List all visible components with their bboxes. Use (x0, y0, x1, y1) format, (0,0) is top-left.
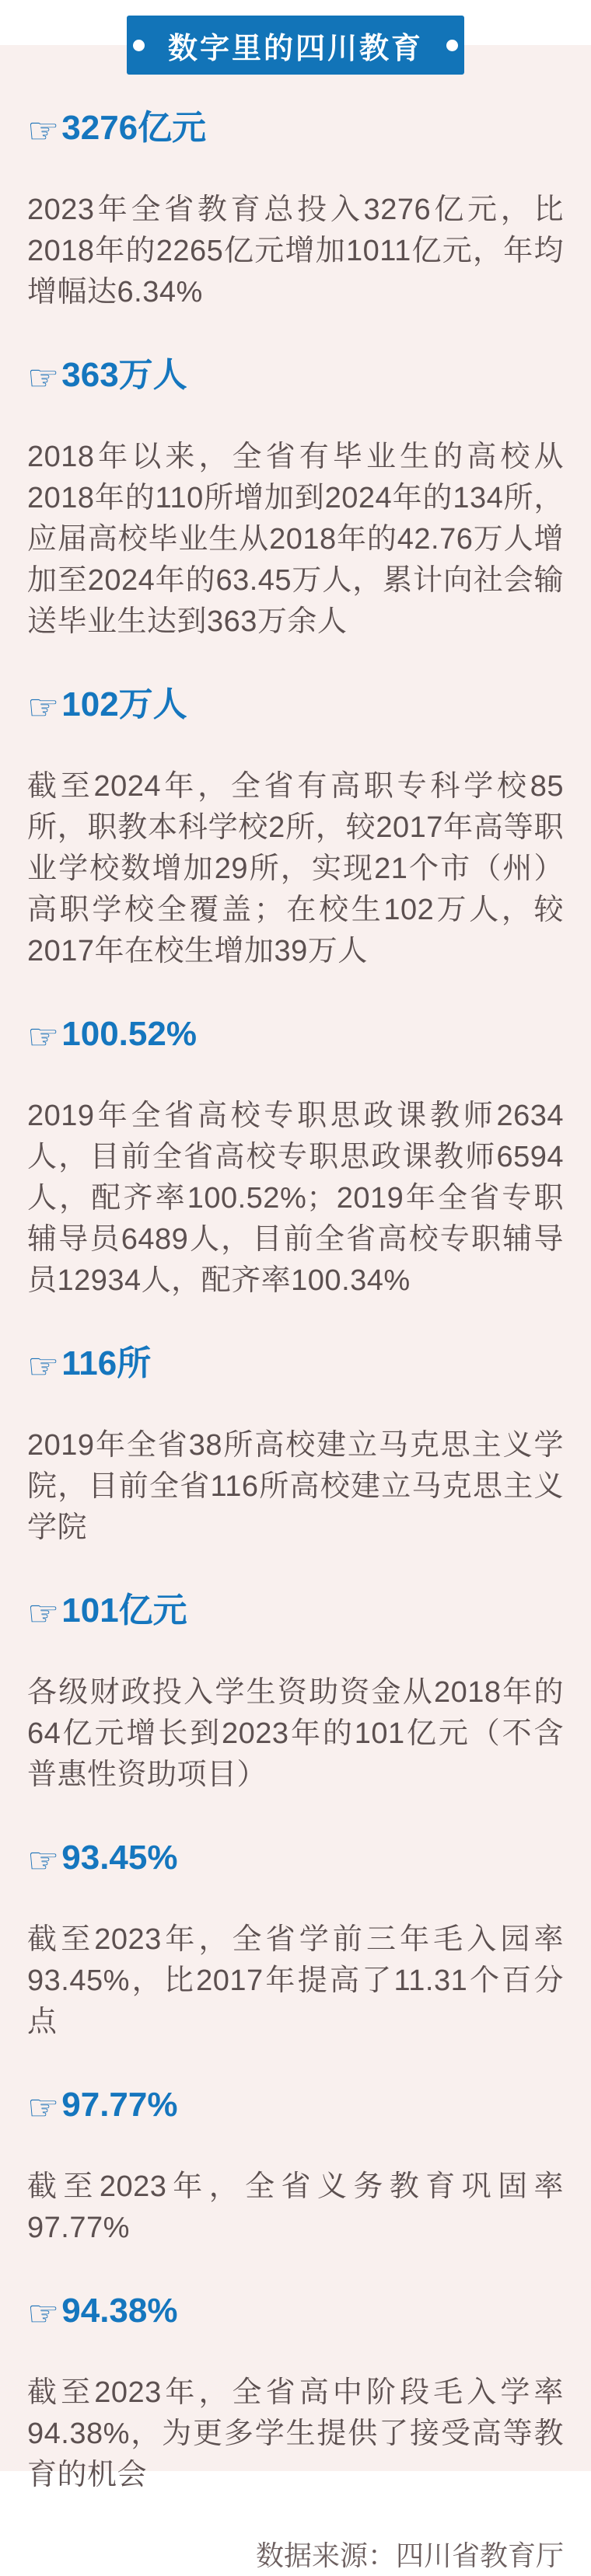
pointing-hand-icon: ☞ (27, 1840, 60, 1881)
stat-headline (27, 356, 564, 398)
stat-headline (27, 1015, 564, 1057)
stat-section-graduates (27, 356, 564, 643)
stat-headline (27, 2086, 564, 2128)
pointing-hand-icon: ☞ (27, 1016, 60, 1057)
stat-section-teacher-ratio (27, 1015, 564, 1302)
stat-section-compulsory-rate (27, 2086, 564, 2249)
pointing-hand-icon: ☞ (27, 357, 60, 398)
bullet-dot-icon (133, 40, 145, 51)
stat-value: 102万人 (61, 685, 187, 723)
stat-description: 2019年全省38所高校建立马克思主义学院，目前全省116所高校建立马克思主义学院 (27, 1429, 564, 1544)
stat-section-total-investment (27, 109, 564, 313)
data-source-credit: 数据来源：四川省教育厅 (255, 2539, 564, 2571)
pointing-hand-icon: ☞ (27, 110, 60, 151)
stat-headline (27, 1839, 564, 1881)
bullet-dot-icon (446, 40, 458, 51)
pointing-hand-icon: ☞ (27, 2087, 60, 2128)
stat-section-student-aid (27, 1591, 564, 1796)
stat-description: 2019年全省高校专职思政课教师2634人，目前全省高校专职思政课教师6594人，配齐率100.52%；2019年全省专职辅导员6489人，目前全省高校专职辅导员12934人，配齐率100.34% (27, 1100, 564, 1297)
stat-headline (27, 109, 564, 151)
pointing-hand-icon: ☞ (27, 1346, 60, 1386)
title-badge (127, 16, 464, 75)
page-title: 数字里的四川教育 (167, 32, 423, 65)
stat-description: 2023年全省教育总投入3276亿元，比2018年的2265亿元增加1011亿元，年均增幅达6.34% (27, 193, 564, 308)
stat-description: 截至2023年，全省学前三年毛入园率93.45%，比2017年提高了11.31个百分点 (27, 1923, 564, 2038)
stat-headline (27, 1591, 564, 1633)
stat-value: 101亿元 (61, 1591, 187, 1630)
stat-headline (27, 1344, 564, 1386)
stat-value: 363万人 (61, 356, 187, 394)
stat-value: 3276亿元 (61, 109, 207, 147)
stat-headline (27, 2292, 564, 2334)
stat-description: 截至2023年，全省高中阶段毛入学率94.38%，为更多学生提供了接受高等教育的机会 (27, 2376, 564, 2491)
stat-section-preschool-rate (27, 1839, 564, 2043)
stat-headline (27, 685, 564, 727)
stat-description: 2018年以来，全省有毕业生的高校从2018年的110所增加到2024年的134所，应届高校毕业生从2018年的42.76万人增加至2024年的63.45万人，累计向社会输送毕业生达到363万余人 (27, 441, 564, 638)
stat-description: 各级财政投入学生资助资金从2018年的64亿元增长到2023年的101亿元（不含普惠性资助项目） (27, 1676, 564, 1791)
stat-value: 93.45% (61, 1839, 178, 1877)
stat-value: 116所 (61, 1344, 152, 1382)
stat-description: 截至2024年，全省有高职专科学校85所，职教本科学校2所，较2017年高等职业学校数增加29所，实现21个市（州）高职学校全覆盖；在校生102万人，较2017年在校生增加39万人 (27, 770, 564, 967)
stat-section-highschool-rate (27, 2292, 564, 2496)
stat-value: 94.38% (61, 2292, 178, 2330)
stat-description: 截至2023年，全省义务教育巩固率97.77% (27, 2170, 564, 2244)
stat-value: 97.77% (61, 2086, 178, 2124)
pointing-hand-icon: ☞ (27, 1593, 60, 1633)
content-sheet (0, 32, 591, 2571)
stat-section-marxism-colleges (27, 1344, 564, 1549)
pointing-hand-icon: ☞ (27, 2293, 60, 2334)
stat-section-vocational-students (27, 685, 564, 972)
stat-value: 100.52% (61, 1015, 197, 1053)
pointing-hand-icon: ☞ (27, 687, 60, 727)
